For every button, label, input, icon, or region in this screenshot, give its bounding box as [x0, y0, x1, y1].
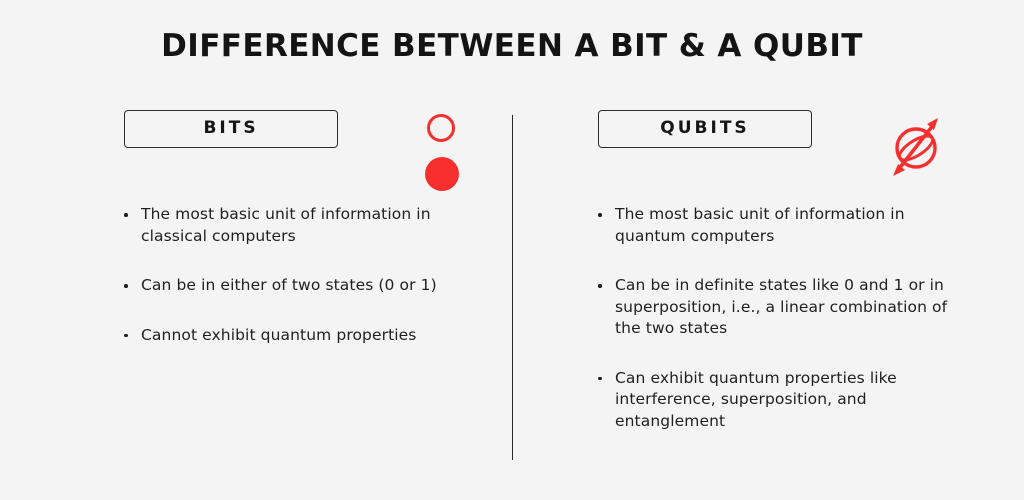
filled-circle-icon — [425, 157, 459, 191]
list-item: The most basic unit of information in quantum computers — [598, 204, 958, 247]
list-item: Can exhibit quantum properties like interference, superposition, and entanglement — [598, 368, 958, 433]
bloch-sphere-icon — [884, 108, 948, 186]
bloch-sphere-svg — [884, 108, 948, 186]
bits-column — [100, 110, 480, 374]
qubits-bullet-list — [598, 204, 958, 432]
list-item: Cannot exhibit quantum properties — [124, 325, 444, 347]
list-item: The most basic unit of information in classical computers — [124, 204, 444, 247]
bits-header: BITS — [124, 110, 338, 148]
qubits-header: QUBITS — [598, 110, 812, 148]
vertical-divider — [512, 115, 513, 460]
bit-circles-icon — [425, 114, 465, 194]
list-item: Can be in either of two states (0 or 1) — [124, 275, 444, 297]
bits-bullet-list — [124, 204, 444, 346]
page-title: DIFFERENCE BETWEEN A BIT & A QUBIT — [161, 28, 863, 64]
list-item: Can be in definite states like 0 and 1 or in superposition, i.e., a linear combination of the two states — [598, 275, 958, 340]
empty-circle-icon — [427, 114, 455, 142]
